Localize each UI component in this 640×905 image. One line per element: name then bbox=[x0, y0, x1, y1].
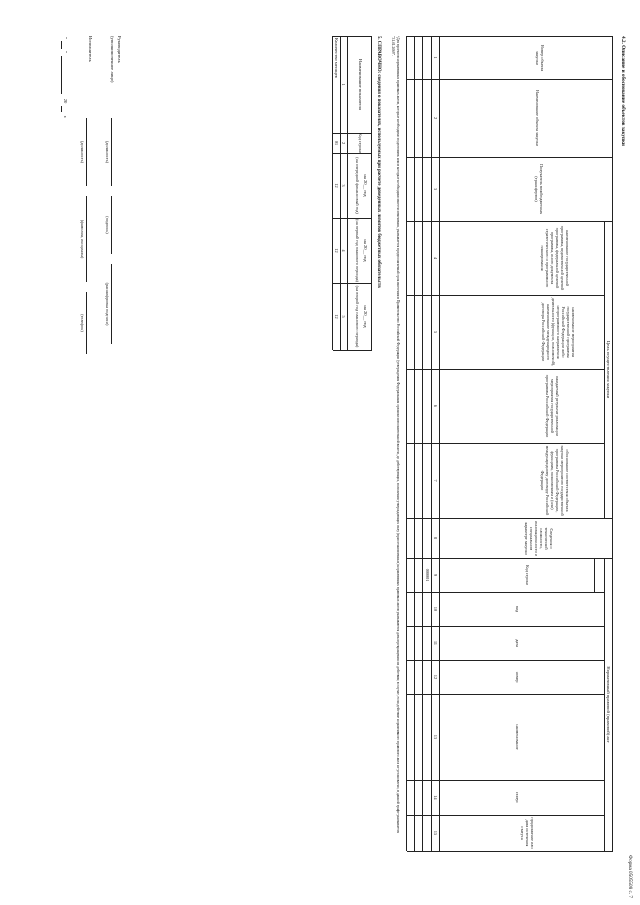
head-label: Руководитель bbox=[117, 36, 122, 63]
year-field[interactable] bbox=[61, 106, 62, 112]
col-number-5: 2 bbox=[341, 141, 346, 145]
footnote: ¹Для проектов нормативных правовых актов, которые необходимо подготовить или в которые необходимо внести изменения, указывается предполагаемый срок внесения в Правительство Российской Федерации (утверждения Федеральным органом исполнительной власти, до действующих, положения утверждающих силу (приостановленных) нормативных правовых актов указываются даты прекращения их действия; в случае, если действие нормативного правового акта не установлено, в данной графе указывается "31.01.2069". bbox=[391, 36, 400, 834]
value-first-year: 12 bbox=[334, 248, 339, 253]
col-header-event: наименование мероприятия государственной программы Российской Федерации либо непрограммного направления деятельности (функции, полномочий), наименование международного договора Российской Федерации bbox=[540, 297, 576, 367]
signature-hint: (подпись) bbox=[105, 216, 110, 234]
col-number: 8 bbox=[433, 536, 438, 540]
form-number: Форма 0505508 с. 7 bbox=[627, 855, 633, 898]
head-sub: (уполномоченное лицо) bbox=[110, 36, 115, 83]
col-header-indicator-name: Наименование показателя bbox=[358, 59, 363, 110]
row-label-months: Количество месяцев bbox=[334, 38, 339, 78]
month-field[interactable] bbox=[61, 56, 62, 94]
col-number: 6 bbox=[433, 404, 438, 408]
executor-phone-line[interactable] bbox=[86, 292, 87, 354]
year-second-sub: (на второй год планового периода) bbox=[355, 285, 360, 348]
col-header-row-code-5: Код строки bbox=[358, 133, 363, 153]
date-quote-close: " bbox=[63, 51, 68, 53]
col-number: 15 bbox=[433, 830, 438, 836]
value-second-year: 12 bbox=[334, 314, 339, 319]
head-decoding-line[interactable] bbox=[111, 264, 112, 344]
executor-name-line[interactable] bbox=[86, 196, 87, 282]
section-5-title: 5. СПРАВОЧНО: сведения о показателях, используемых при расчете доведенных лимитов бюджетных обязательств bbox=[376, 36, 381, 288]
col-number: 3 bbox=[433, 187, 438, 191]
year-current-sub: (на очередной финансовый год) bbox=[355, 157, 360, 214]
col-number: 7 bbox=[433, 479, 438, 482]
date-year-prefix: 20 bbox=[63, 98, 68, 104]
col-header-recipient: Получатель межбюджетных (трансфертов) bbox=[533, 163, 544, 215]
col-number: 12 bbox=[433, 674, 438, 680]
year-second-label: на 20__ год bbox=[363, 305, 368, 328]
row-code-cell: 000001 bbox=[425, 568, 430, 582]
col-number: 5 bbox=[433, 330, 438, 334]
phone-hint: (телефон) bbox=[80, 314, 85, 332]
date-quote-open: " bbox=[63, 37, 68, 39]
section-4-2-title: 4.2. Описание и обоснование объектов закупки bbox=[620, 36, 626, 146]
col-number: 4 bbox=[433, 256, 438, 260]
year-first-sub: (на первый год планового периода) bbox=[355, 219, 360, 282]
col-header-kind: вид bbox=[515, 605, 520, 613]
col-number: 13 bbox=[433, 734, 438, 740]
col-number-5: 5 bbox=[341, 315, 346, 318]
name-hint: (фамилия, инициалы) bbox=[80, 219, 85, 259]
value-current-year: 12 bbox=[334, 183, 339, 188]
col-number-5: 4 bbox=[341, 249, 346, 252]
day-field[interactable] bbox=[61, 41, 62, 49]
goal-group-header: Цель осуществления закупки bbox=[606, 340, 611, 399]
col-header-status: статус bbox=[515, 791, 520, 804]
head-signature-line[interactable] bbox=[111, 196, 112, 254]
col-header-row-code: Код строки bbox=[525, 565, 530, 585]
col-number: 11 bbox=[433, 640, 438, 646]
col-number: 14 bbox=[433, 795, 438, 800]
col-number: 9 bbox=[433, 573, 438, 577]
col-number: 1 bbox=[433, 56, 438, 59]
head-position-line[interactable] bbox=[111, 118, 112, 186]
col-header-program: наименование государственной программы, ведомственной целевой программы, федеральной целевой программы, иного документа стратегического и программного планирования bbox=[539, 225, 570, 291]
col-header-number: номер bbox=[515, 671, 520, 683]
col-header-status-expiry: продолжение или дата истечения статуса bbox=[519, 817, 535, 849]
normative-group-header: Нормативный правовой (правовой) акт bbox=[606, 666, 611, 743]
year-first-label: на 20__ год bbox=[363, 239, 368, 262]
col-number-5: 1 bbox=[341, 83, 346, 86]
col-header-date: дата bbox=[515, 639, 520, 647]
col-header-object-number: Номер объекта закупки bbox=[534, 44, 545, 72]
col-header-justification: обоснование соответствия объекта закупки мероприятию государственной программы Российской Федерации, функциям, полномочиям и (или) международному договору Российской Федерации bbox=[539, 445, 570, 516]
col-number-5: 3 bbox=[341, 184, 346, 187]
year-current-label: на 20__ год bbox=[363, 174, 368, 197]
position-hint: (должность) bbox=[80, 141, 85, 163]
row-code-months: 01 bbox=[334, 140, 339, 146]
col-header-act-name: наименование bbox=[515, 724, 520, 750]
col-header-object-name: Наименование объекта закупки bbox=[535, 89, 540, 147]
col-number: 2 bbox=[433, 116, 438, 120]
executor-position-line[interactable] bbox=[86, 118, 87, 186]
col-header-expected-result: ожидаемый результат реализации мероприятия государственной программы Российской Федерации bbox=[544, 374, 560, 438]
decoding-hint: (расшифровка подписи) bbox=[105, 282, 110, 326]
date-suffix: г. bbox=[63, 115, 68, 119]
date-line bbox=[58, 36, 68, 176]
executor-label: Исполнитель bbox=[88, 36, 93, 62]
col-header-complexity: Сведения о технической сложности, инновационности и специальном характере закупки bbox=[523, 520, 554, 557]
col-number: 10 bbox=[433, 606, 438, 612]
position-hint: (должность) bbox=[105, 141, 110, 163]
